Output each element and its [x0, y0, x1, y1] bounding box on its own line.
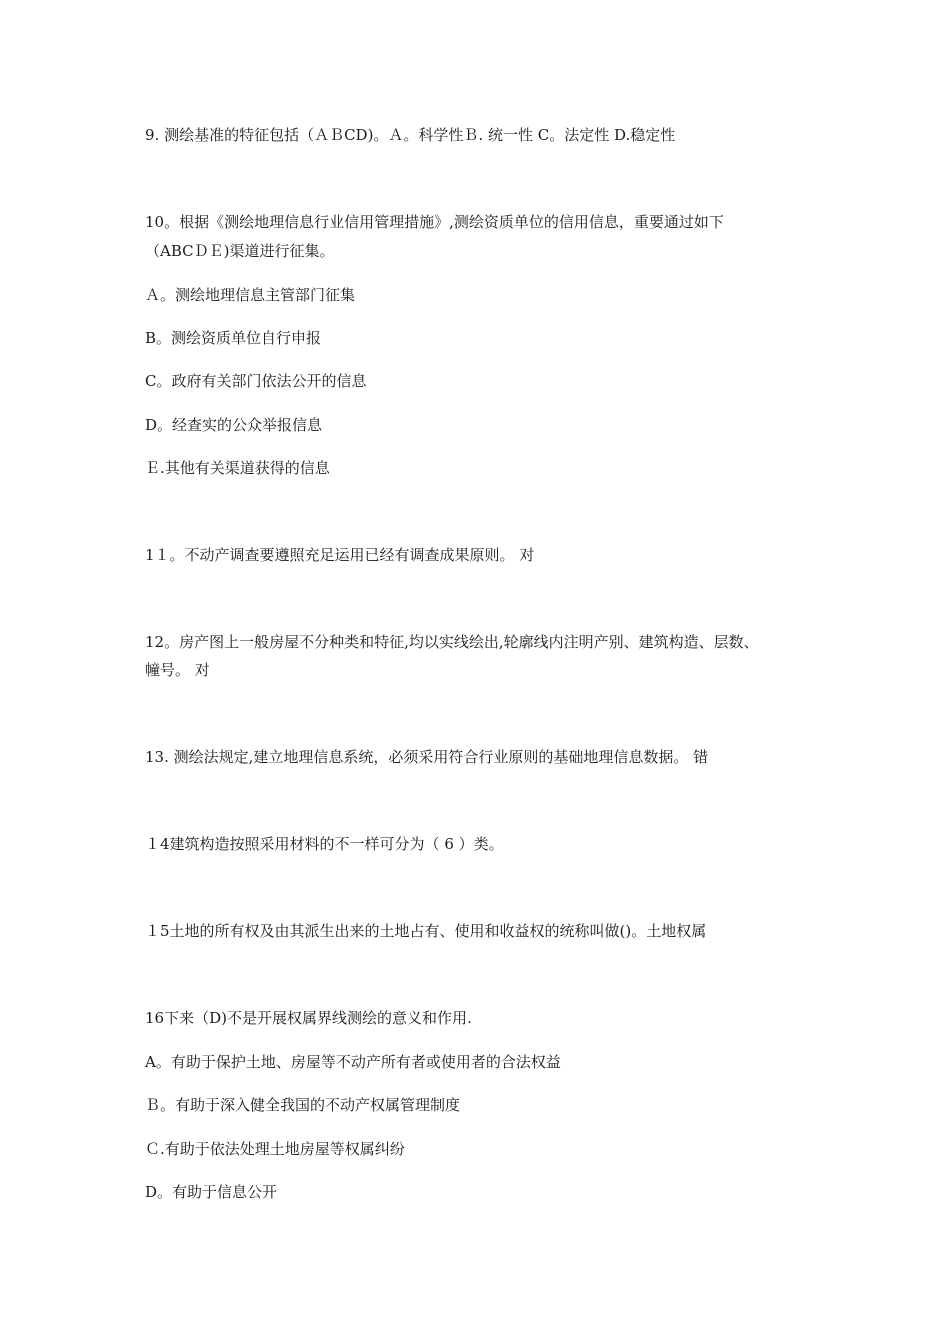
question-16-option-c: Ｃ.有助于依法处理土地房屋等权属纠纷 [145, 1140, 405, 1158]
question-15: １5土地的所有权及由其派生出来的土地占有、使用和收益权的统称叫做()。土地权属 [145, 922, 707, 940]
question-12-line-2: 幢号。 对 [145, 661, 210, 679]
question-10-line-2: （ABCＤＥ)渠道进行征集。 [145, 242, 335, 260]
question-10-option-c: C。政府有关部门依法公开的信息 [145, 372, 367, 390]
question-11: 1１。不动产调查要遵照充足运用已经有调查成果原则。 对 [145, 546, 535, 564]
question-16-option-d: D。有助于信息公开 [145, 1183, 278, 1201]
question-9: 9. 测绘基准的特征包括（ＡＢCD)。Ａ。科学性Ｂ. 统一性 C。法定性 D.稳定性 [145, 126, 676, 144]
question-10-option-b: B。测绘资质单位自行申报 [145, 329, 322, 347]
question-13: 13. 测绘法规定,建立地理信息系统，必须采用符合行业原则的基础地理信息数据。 错 [145, 748, 709, 766]
question-16-stem: 16下来（D)不是开展权属界线测绘的意义和作用. [145, 1009, 472, 1027]
question-16-option-b: Ｂ。有助于深入健全我国的不动产权属管理制度 [145, 1096, 461, 1114]
question-10-option-d: D。经查实的公众举报信息 [145, 416, 323, 434]
question-12-line-1: 12。房产图上一般房屋不分种类和特征,均以实线绘出,轮廓线内注明产别、建筑构造、层数、 [145, 633, 759, 651]
question-10-option-a: Ａ。测绘地理信息主管部门征集 [145, 286, 356, 304]
question-16-option-a: A。有助于保护土地、房屋等不动产所有者或使用者的合法权益 [145, 1053, 561, 1071]
question-10-option-e: Ｅ.其他有关渠道获得的信息 [145, 459, 330, 477]
question-14: １4建筑构造按照采用材料的不一样可分为（ 6 ）类。 [145, 835, 504, 853]
question-10-line-1: 10。根据《测绘地理信息行业信用管理措施》,测绘资质单位的信用信息，重要通过如下 [145, 213, 724, 231]
